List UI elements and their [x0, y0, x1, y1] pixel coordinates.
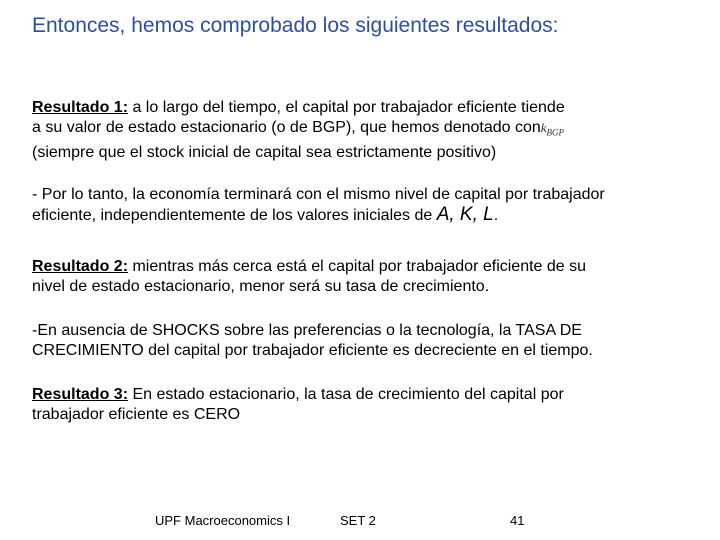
k-bgp-symbol: $k_{BGP}$: [540, 120, 565, 138]
bullet-1: [32, 185, 712, 226]
slide-title: Entonces, hemos comprobado los siguientes resultados:: [32, 14, 559, 37]
result-2-line-1: mientras más cerca está el capital por trabajador eficiente de su: [128, 258, 587, 275]
result-3-label: Resultado 3:: [32, 386, 129, 403]
result-3-line-2: trabajador eficiente es CERO: [32, 406, 241, 423]
result-2-label: Resultado 2:: [32, 258, 129, 275]
result-1-line-3: (siempre que el stock inicial de capital sea estrictamente positivo): [32, 143, 497, 161]
result-1: [32, 98, 712, 163]
footer-page-number: 41: [510, 513, 525, 528]
bullet-2-line-1: -En ausencia de SHOCKS sobre las preferencias o la tecnología, la TASA DE: [32, 322, 582, 339]
bullet-2: [32, 321, 712, 361]
result-3-line-1: En estado estacionario, la tasa de crecimiento del capital por: [128, 386, 564, 403]
bullet-1-line-1: - Por lo tanto, la economía terminará con el mismo nivel de capital por trabajador: [32, 186, 605, 203]
result-3: [32, 385, 712, 425]
result-2: [32, 257, 712, 297]
footer-set: SET 2: [340, 513, 376, 528]
bullet-2-line-2: CRECIMIENTO del capital por trabajador eficiente es decreciente en el tiempo.: [32, 342, 593, 359]
bullet-1-end: .: [493, 207, 499, 224]
result-1-line-1: a lo largo del tiempo, el capital por trabajador eficiente tiende: [128, 99, 565, 116]
bullet-1-line-2: eficiente, independientemente de los valores iniciales de: [32, 207, 437, 224]
result-2-line-2: nivel de estado estacionario, menor será su tasa de crecimiento.: [32, 278, 490, 295]
bullet-1-letters: A, K, L: [436, 204, 494, 225]
footer-course: UPF Macroeconomics I: [155, 513, 291, 528]
result-1-label: Resultado 1:: [32, 99, 129, 116]
result-1-line-2: a su valor de estado estacionario (o de BGP), que hemos denotado con: [32, 119, 541, 136]
